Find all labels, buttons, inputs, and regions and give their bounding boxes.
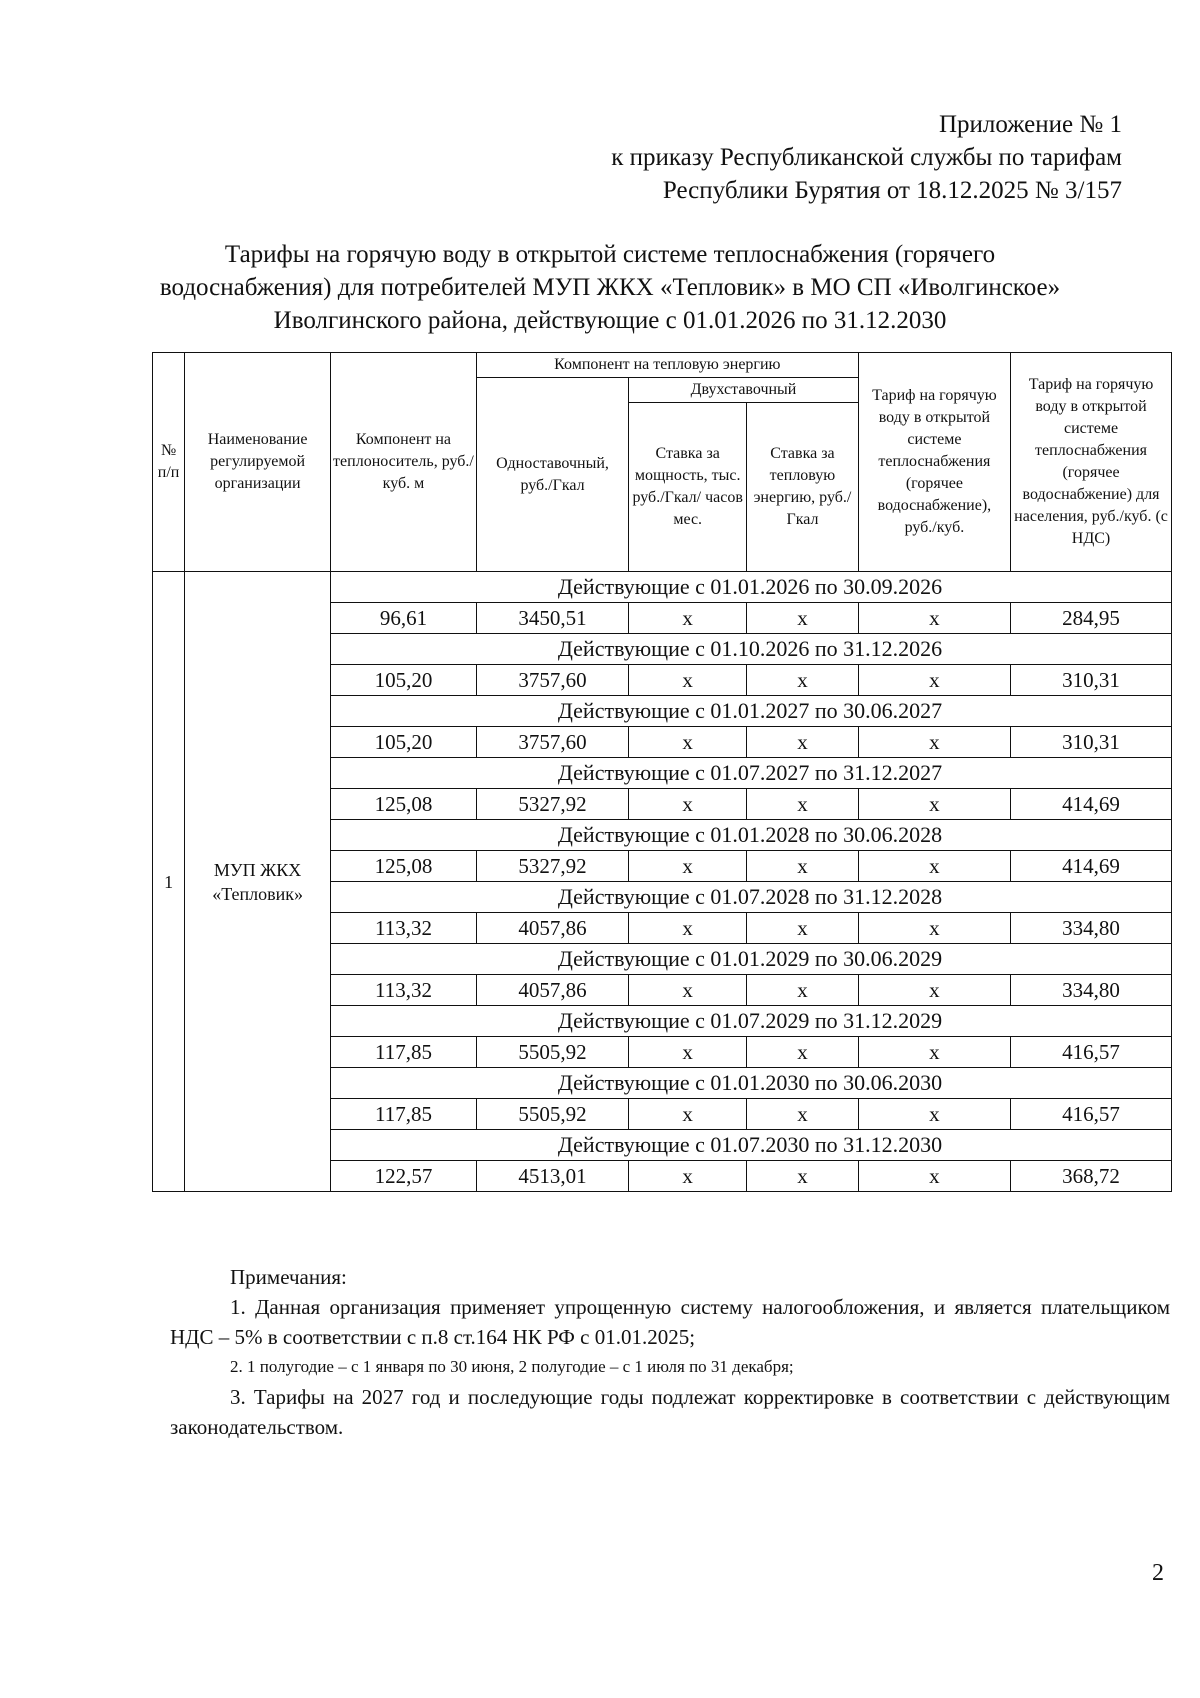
tariff-population-value: 414,69 [1011, 789, 1172, 820]
tariff-body [153, 572, 1172, 1192]
carrier-value: 125,08 [331, 851, 477, 882]
period-label: Действующие с 01.01.2030 по 30.06.2030 [331, 1068, 1172, 1099]
capacity-rate-value: х [629, 913, 747, 944]
period-label: Действующие с 01.01.2029 по 30.06.2029 [331, 944, 1172, 975]
tariff-population-value: 416,57 [1011, 1037, 1172, 1068]
tariff-population-value: 310,31 [1011, 665, 1172, 696]
tariff-population-value: 416,57 [1011, 1099, 1172, 1130]
tariff-open-value: х [858, 975, 1010, 1006]
appendix-line-2: к приказу Республиканской службы по тарифам [611, 144, 1122, 171]
capacity-rate-value: х [629, 1037, 747, 1068]
header-tariff-population: Тариф на горячую воду в открытой системе теплоснабжения (горячее водоснабжение) для населения, руб./куб. (с НДС) [1011, 353, 1172, 572]
energy-rate-value: х [747, 727, 859, 758]
header-num: № п/п [153, 353, 185, 572]
capacity-rate-value: х [629, 727, 747, 758]
page-number: 2 [1152, 1560, 1164, 1586]
period-row [153, 572, 1172, 603]
tariff-open-value: х [858, 727, 1010, 758]
single-rate-value: 4057,86 [476, 913, 628, 944]
single-rate-value: 4513,01 [476, 1161, 628, 1192]
energy-rate-value: х [747, 1099, 859, 1130]
single-rate-value: 5505,92 [476, 1099, 628, 1130]
title-line-1: Тарифы на горячую воду в открытой системе теплоснабжения (горячего [224, 241, 996, 268]
tariff-population-value: 284,95 [1011, 603, 1172, 634]
single-rate-value: 3450,51 [476, 603, 628, 634]
tariff-population-value: 310,31 [1011, 727, 1172, 758]
tariff-open-value: х [858, 603, 1010, 634]
energy-rate-value: х [747, 665, 859, 696]
capacity-rate-value: х [629, 1099, 747, 1130]
appendix-line-1: Приложение № 1 [938, 111, 1122, 138]
energy-rate-value: х [747, 975, 859, 1006]
single-rate-value: 3757,60 [476, 727, 628, 758]
tariff-open-value: х [858, 1099, 1010, 1130]
header-org: Наименование регулируемой организации [185, 353, 331, 572]
single-rate-value: 5327,92 [476, 789, 628, 820]
row-number: 1 [153, 572, 185, 1192]
carrier-value: 117,85 [331, 1099, 477, 1130]
single-rate-value: 3757,60 [476, 665, 628, 696]
header-energy-rate: Ставка за тепловую энергию, руб./Гкал [747, 403, 859, 572]
header-tariff-open: Тариф на горячую воду в открытой системе теплоснабжения (горячее водоснабжение), руб./куб. [858, 353, 1010, 572]
tariff-open-value: х [858, 1161, 1010, 1192]
single-rate-value: 5505,92 [476, 1037, 628, 1068]
tariff-open-value: х [858, 665, 1010, 696]
header-single-rate: Одноставочный, руб./Гкал [476, 378, 628, 572]
single-rate-value: 4057,86 [476, 975, 628, 1006]
energy-rate-value: х [747, 913, 859, 944]
title-line-3: Иволгинского района, действующие с 01.01.2026 по 31.12.2030 [273, 307, 947, 334]
tariff-table [152, 352, 1172, 1192]
period-label: Действующие с 01.01.2026 по 30.09.2026 [331, 572, 1172, 603]
tariff-population-value: 334,80 [1011, 913, 1172, 944]
header-energy-group: Компонент на тепловую энергию [476, 353, 858, 378]
document-title [150, 238, 1070, 337]
appendix-header [611, 108, 1122, 207]
capacity-rate-value: х [629, 789, 747, 820]
capacity-rate-value: х [629, 665, 747, 696]
tariff-open-value: х [858, 789, 1010, 820]
carrier-value: 113,32 [331, 913, 477, 944]
carrier-value: 122,57 [331, 1161, 477, 1192]
period-label: Действующие с 01.01.2028 по 30.06.2028 [331, 820, 1172, 851]
notes-title: Примечания: [230, 1265, 347, 1289]
organization-name: МУП ЖКХ «Тепловик» [185, 572, 331, 1192]
period-label: Действующие с 01.07.2029 по 31.12.2029 [331, 1006, 1172, 1037]
carrier-value: 105,20 [331, 727, 477, 758]
capacity-rate-value: х [629, 603, 747, 634]
capacity-rate-value: х [629, 851, 747, 882]
period-label: Действующие с 01.07.2028 по 31.12.2028 [331, 882, 1172, 913]
header-capacity-rate: Ставка за мощность, тыс. руб./Гкал/ часов мес. [629, 403, 747, 572]
single-rate-value: 5327,92 [476, 851, 628, 882]
tariff-population-value: 368,72 [1011, 1161, 1172, 1192]
carrier-value: 96,61 [331, 603, 477, 634]
tariff-population-value: 334,80 [1011, 975, 1172, 1006]
period-label: Действующие с 01.07.2027 по 31.12.2027 [331, 758, 1172, 789]
energy-rate-value: х [747, 851, 859, 882]
carrier-value: 125,08 [331, 789, 477, 820]
energy-rate-value: х [747, 1161, 859, 1192]
note-item-3: 3. Тарифы на 2027 год и последующие годы подлежат корректировке в соответствии с действующим законодательством. [170, 1385, 1170, 1439]
note-item-2: 2. 1 полугодие – с 1 января по 30 июня, 2 полугодие – с 1 июля по 31 декабря; [230, 1357, 794, 1376]
period-label: Действующие с 01.07.2030 по 31.12.2030 [331, 1130, 1172, 1161]
tariff-open-value: х [858, 1037, 1010, 1068]
period-label: Действующие с 01.10.2026 по 31.12.2026 [331, 634, 1172, 665]
header-carrier: Компонент на теплоноситель, руб./куб. м [331, 353, 477, 572]
title-line-2: водоснабжения) для потребителей МУП ЖКХ «Тепловик» в МО СП «Иволгинское» [159, 274, 1061, 301]
carrier-value: 113,32 [331, 975, 477, 1006]
tariff-open-value: х [858, 851, 1010, 882]
carrier-value: 117,85 [331, 1037, 477, 1068]
tariff-open-value: х [858, 913, 1010, 944]
capacity-rate-value: х [629, 1161, 747, 1192]
header-two-rate-group: Двухставочный [629, 378, 859, 403]
note-item-1: 1. Данная организация применяет упрощенную систему налогообложения, и является плательщиком НДС – 5% в соответствии с п.8 ст.164 НК РФ с 01.01.2025; [170, 1295, 1170, 1349]
capacity-rate-value: х [629, 975, 747, 1006]
energy-rate-value: х [747, 1037, 859, 1068]
energy-rate-value: х [747, 603, 859, 634]
notes-section [170, 1262, 1170, 1442]
appendix-line-3: Республики Бурятия от 18.12.2025 № 3/157 [662, 177, 1122, 204]
period-label: Действующие с 01.01.2027 по 30.06.2027 [331, 696, 1172, 727]
tariff-population-value: 414,69 [1011, 851, 1172, 882]
carrier-value: 105,20 [331, 665, 477, 696]
energy-rate-value: х [747, 789, 859, 820]
